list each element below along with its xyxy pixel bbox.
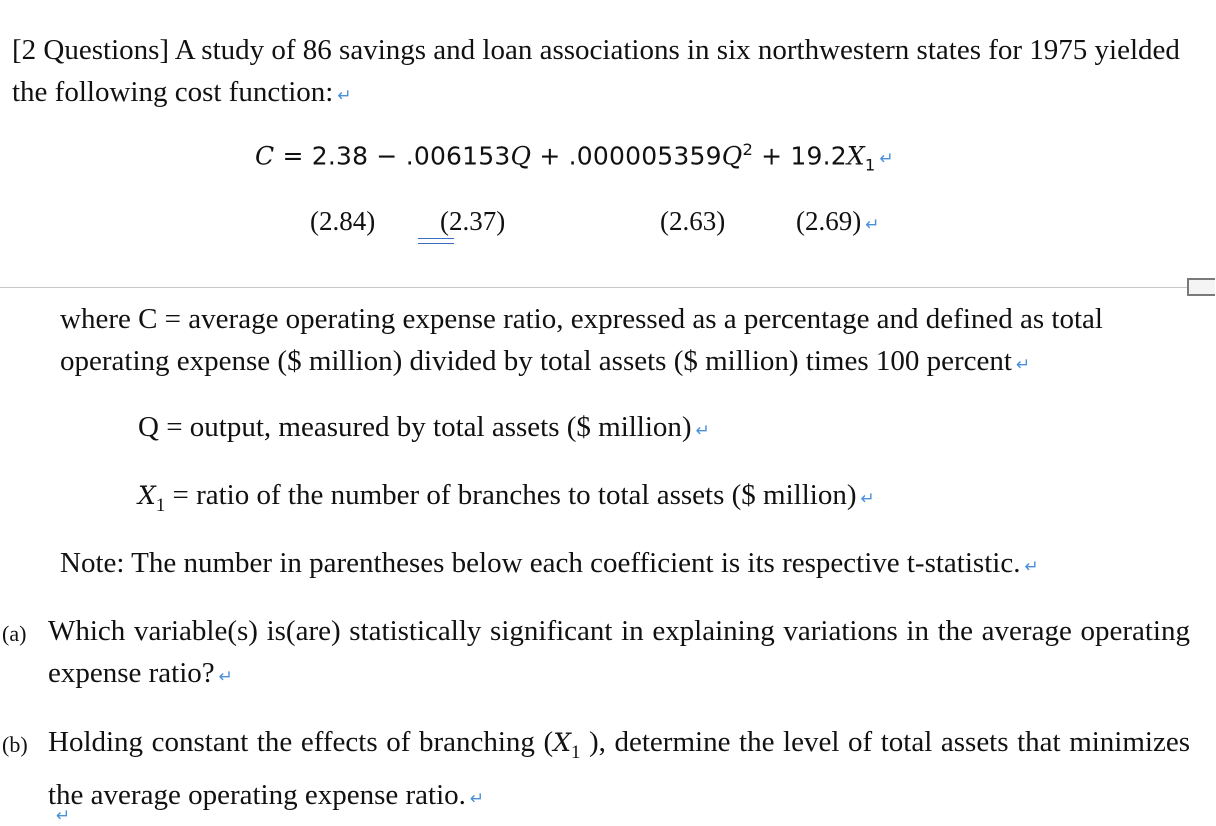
- question-b-body: [48, 721, 1190, 820]
- paragraph-mark-icon: ↵: [1015, 355, 1031, 375]
- margin-marker-icon: [1187, 278, 1215, 296]
- equation-exponent: 2: [742, 140, 753, 159]
- t-statistic-value: (2.63): [660, 206, 726, 236]
- t-statistic-x1: [796, 206, 879, 237]
- equation-x: X: [846, 141, 865, 171]
- equation-q: Q: [510, 141, 532, 171]
- cost-function-equation: [255, 140, 894, 174]
- t-statistic-constant: [310, 206, 375, 237]
- intro-text: [2 Questions] A study of 86 savings and loan associations in six northwestern states for 1975 yielded the following cost function:: [12, 34, 1180, 108]
- equation-constant: = 2.38 − .006153: [274, 141, 511, 171]
- question-a-text: Which variable(s) is(are) statistically significant in explaining variations in the average operating expense ratio?: [48, 615, 1190, 689]
- q-definition: [138, 406, 710, 452]
- paragraph-mark-icon: ↵: [865, 215, 880, 235]
- paragraph-mark-icon: ↵: [56, 806, 71, 826]
- question-b-label: (b): [2, 732, 28, 757]
- paragraph-mark-icon: ↵: [1024, 557, 1039, 577]
- equation-subscript: 1: [864, 155, 876, 175]
- equation-quadratic-coef: + .000005359: [531, 141, 722, 171]
- t-statistic-value: (2.69): [796, 206, 862, 236]
- question-a-label: (a): [2, 621, 27, 646]
- q-definition-text: Q = output, measured by total assets ($ million): [138, 411, 692, 443]
- t-statistic-q-squared: [660, 206, 725, 237]
- t-statistic-value: (2.37): [440, 206, 506, 236]
- page-break-line: [0, 287, 1190, 288]
- note-text: Note: The number in parentheses below each coefficient is its respective t-statistic.: [60, 547, 1021, 579]
- where-text: where C = average operating expense ratio, expressed as a percentage and defined as total operating expense ($ million) divided by total assets ($ million) times 100 percent: [60, 303, 1103, 377]
- question-b-text-before: Holding constant the effects of branching (: [48, 726, 554, 758]
- note-line: [60, 542, 1039, 588]
- x1-definition: [138, 474, 875, 527]
- equation-q-squared: Q: [721, 141, 743, 171]
- equation-x1-coef: + 19.2: [752, 141, 847, 171]
- x1-variable: X: [138, 481, 156, 510]
- intro-paragraph: [12, 29, 1202, 117]
- paragraph-mark-icon: ↵: [337, 86, 352, 106]
- question-b-subscript: 1: [571, 741, 581, 763]
- paragraph-mark-icon: ↵: [879, 149, 894, 170]
- equation-c: C: [255, 141, 275, 171]
- t-statistic-q: [440, 206, 505, 237]
- paragraph-mark-icon: ↵: [695, 421, 710, 441]
- where-paragraph: [60, 298, 1200, 386]
- t-statistic-value: (2.84): [310, 206, 376, 236]
- question-a-body: [48, 610, 1190, 698]
- x1-definition-text: = ratio of the number of branches to total assets ($ million): [165, 479, 857, 511]
- revision-underline: [418, 238, 454, 244]
- paragraph-mark-icon: ↵: [469, 788, 485, 809]
- paragraph-mark-icon: ↵: [860, 489, 875, 509]
- paragraph-mark-icon: ↵: [218, 667, 233, 687]
- question-b-text-after: ), determine the level of total assets that minimizes the average operating expense ratio.: [48, 726, 1191, 811]
- x1-subscript: 1: [155, 494, 166, 516]
- question-b-variable: X: [553, 728, 571, 757]
